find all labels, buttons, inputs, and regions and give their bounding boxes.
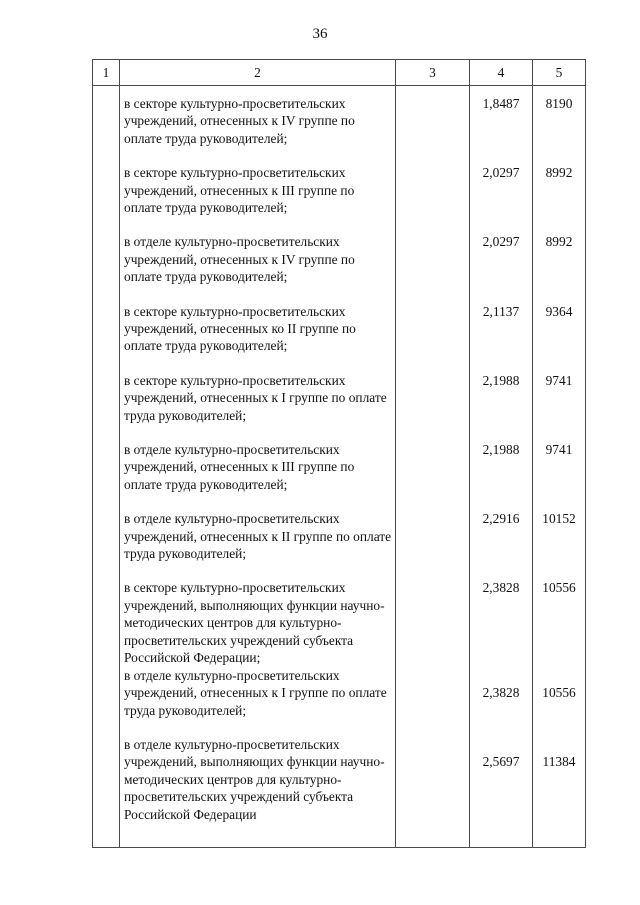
row-2-description: в секторе культурно-просветительских учреждений, отнесенных к III группе по оплате труда руководителей;	[124, 165, 355, 215]
row-7-salary: 10152	[542, 511, 576, 527]
table-body-row	[93, 86, 586, 848]
row-1-description: в секторе культурно-просветительских учреждений, отнесенных к IV группе по оплате труда руководителей;	[124, 96, 355, 146]
row-1-coefficient: 1,8487	[482, 96, 520, 111]
coefficient-column	[470, 86, 533, 848]
row-2-salary: 8992	[545, 165, 573, 181]
row-4-coefficient: 2,1137	[482, 303, 520, 319]
row-9-coefficient: 2,3828	[482, 684, 520, 700]
row-8-salary: 10556	[542, 580, 576, 596]
row-6-salary: 9741	[545, 441, 573, 457]
row-3-description: в отделе культурно-просветительских учреждений, отнесенных к IV группе по оплате труда руководителей;	[124, 234, 355, 285]
row-7-coefficient: 2,2916	[482, 511, 520, 527]
row-2-coefficient: 2,0297	[482, 165, 520, 181]
row-4-salary: 9364	[545, 303, 573, 319]
row-5-coefficient: 2,1988	[482, 372, 520, 388]
row-7-description: в отделе культурно-просветительских учреждений, отнесенных к II группе по оплате труда руководителей;	[124, 511, 392, 561]
row-5-salary: 9741	[545, 372, 573, 388]
description-column	[120, 86, 396, 848]
row-10-description: в отделе культурно-просветительских учреждений, выполняющих функции научно-методических центров для культурно-просветительских учреждений субъекта Российской Федерации	[124, 736, 385, 822]
row-6-coefficient: 2,1988	[482, 441, 520, 457]
row-5-description: в секторе культурно-просветительских учреждений, отнесенных к I группе по оплате труда руководителей;	[124, 372, 387, 423]
row-9-description: в отделе культурно-просветительских учреждений, отнесенных к I группе по оплате труда руководителей;	[124, 667, 387, 718]
salary-column	[533, 86, 586, 848]
row-4-description: в секторе культурно-просветительских учреждений, отнесенных ко II группе по оплате труда руководителей;	[124, 303, 356, 354]
row-1-salary: 8190	[545, 96, 573, 111]
row-10-salary: 11384	[542, 754, 576, 769]
row-9-salary: 10556	[542, 684, 576, 700]
page-number: 36	[312, 26, 328, 42]
row-3-coefficient: 2,0297	[482, 234, 520, 250]
salary-table	[92, 59, 586, 848]
row-6-description: в отделе культурно-просветительских учреждений, отнесенных к III группе по оплате труда руководителей;	[124, 441, 355, 492]
row-8-description: в секторе культурно-просветительских учреждений, выполняющих функции научно-методических центров для культурно-просветительских учреждений субъекта Российской Федерации;	[124, 580, 385, 665]
header-col-3: 3	[396, 60, 470, 86]
row-8-coefficient: 2,3828	[482, 580, 520, 596]
header-col-4: 4	[470, 60, 533, 86]
header-row	[93, 60, 586, 86]
header-col-2: 2	[120, 60, 396, 86]
row-10-coefficient: 2,5697	[482, 754, 520, 769]
header-col-5: 5	[533, 60, 586, 86]
header-col-1: 1	[93, 60, 120, 86]
col-3-cell	[396, 86, 470, 848]
row-3-salary: 8992	[545, 234, 573, 250]
col-1-cell	[93, 86, 120, 848]
